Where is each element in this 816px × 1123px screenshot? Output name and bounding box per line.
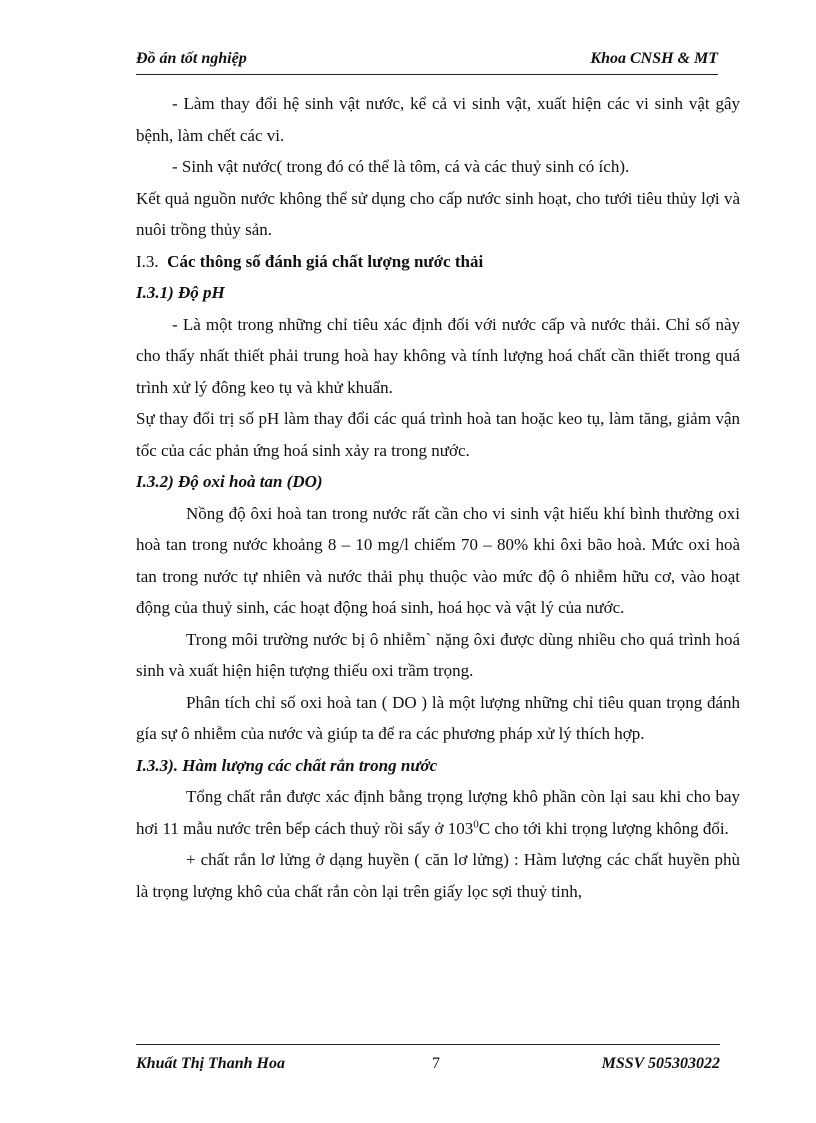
section-number: I.3. xyxy=(136,251,159,271)
subheading-do: I.3.2) Độ oxi hoà tan (DO) xyxy=(136,472,323,491)
paragraph-6: Nồng độ ôxi hoà tan trong nước rất cần cho vi sinh vật hiếu khí bình thường oxi hoà tan trong nước khoảng 8 – 10 mg/l chiếm 70 – 80% khi ôxi bão hoà. Mức oxi hoà tan trong nước tự nhiên và nước thải phụ thuộc vào mức độ ô nhiễm hữu cơ, vào hoạt động của thuỷ sinh, các hoạt động hoá sinh, hoá học và vật lý của nước. xyxy=(136,503,740,617)
paragraph-10: + chất rắn lơ lửng ở dạng huyền ( căn lơ lửng) : Hàm lượng các chất huyền phù là trọng lượng khô của chất rắn còn lại trên giấy lọc sợi thuỷ tinh, xyxy=(136,850,740,901)
paragraph-9 xyxy=(136,781,740,844)
page-number: 7 xyxy=(432,1055,440,1072)
paragraph-5: Sự thay đổi trị số pH làm thay đổi các quá trình hoà tan hoặc keo tụ, làm tăng, giảm vận tốc của các phản ứng hoá sinh xảy ra trong nước. xyxy=(136,409,740,460)
paragraph-9-part-a: Tổng chất rắn được xác định bằng trọng lượng khô phần còn lại sau khi cho bay hơi 11 mẫu nước trên bếp cách thuỷ rồi sấy ở 103 xyxy=(136,787,740,838)
paragraph-2: - Sinh vật nước( trong đó có thể là tôm, cá và các thuỷ sinh có ích). xyxy=(172,157,630,176)
page-header xyxy=(136,50,718,75)
paragraph-3: Kết quả nguồn nước không thể sử dụng cho cấp nước sinh hoạt, cho tưới tiêu thủy lợi và nuôi trồng thủy sản. xyxy=(136,188,740,239)
paragraph-4: - Là một trong những chỉ tiêu xác định đối với nước cấp và nước thải. Chỉ số này cho thấy nhất thiết phải trung hoà hay không và tính lượng hoá chất cần thiết trong quá trình xử lý đông keo tụ và khử khuẩn. xyxy=(136,314,740,397)
paragraph-8: Phân tích chỉ số oxi hoà tan ( DO ) là một lượng những chỉ tiêu quan trọng đánh gía sự ô nhiễm của nước và giúp ta để ra các phương pháp xử lý thích hợp. xyxy=(136,692,740,743)
subheading-solids: I.3.3). Hàm lượng các chất rắn trong nước xyxy=(136,755,438,775)
paragraph-7: Trong môi trường nước bị ô nhiễm` nặng ôxi được dùng nhiều cho quá trình hoá sinh và xuất hiện hiện tượng thiếu oxi trầm trọng. xyxy=(136,629,740,680)
subheading-ph: I.3.1) Độ pH xyxy=(136,283,225,302)
paragraph-9-part-b: C cho tới khi trọng lượng không đổi. xyxy=(478,818,729,838)
header-left: Đồ án tốt nghiệp xyxy=(136,50,247,67)
page-footer xyxy=(136,1044,720,1085)
header-right: Khoa CNSH & MT xyxy=(590,50,718,67)
footer-author: Khuất Thị Thanh Hoa xyxy=(136,1055,285,1072)
paragraph-1: - Làm thay đổi hệ sinh vật nước, kể cả vi sinh vật, xuất hiện các vi sinh vật gây bệnh, làm chết các vi. xyxy=(136,94,740,145)
page-body xyxy=(136,88,740,907)
section-title: Các thông số đánh giá chất lượng nước thải xyxy=(167,251,484,271)
degree-superscript: 0 xyxy=(473,817,479,830)
footer-student-id: MSSV 505303022 xyxy=(601,1055,720,1072)
section-heading xyxy=(136,246,740,278)
